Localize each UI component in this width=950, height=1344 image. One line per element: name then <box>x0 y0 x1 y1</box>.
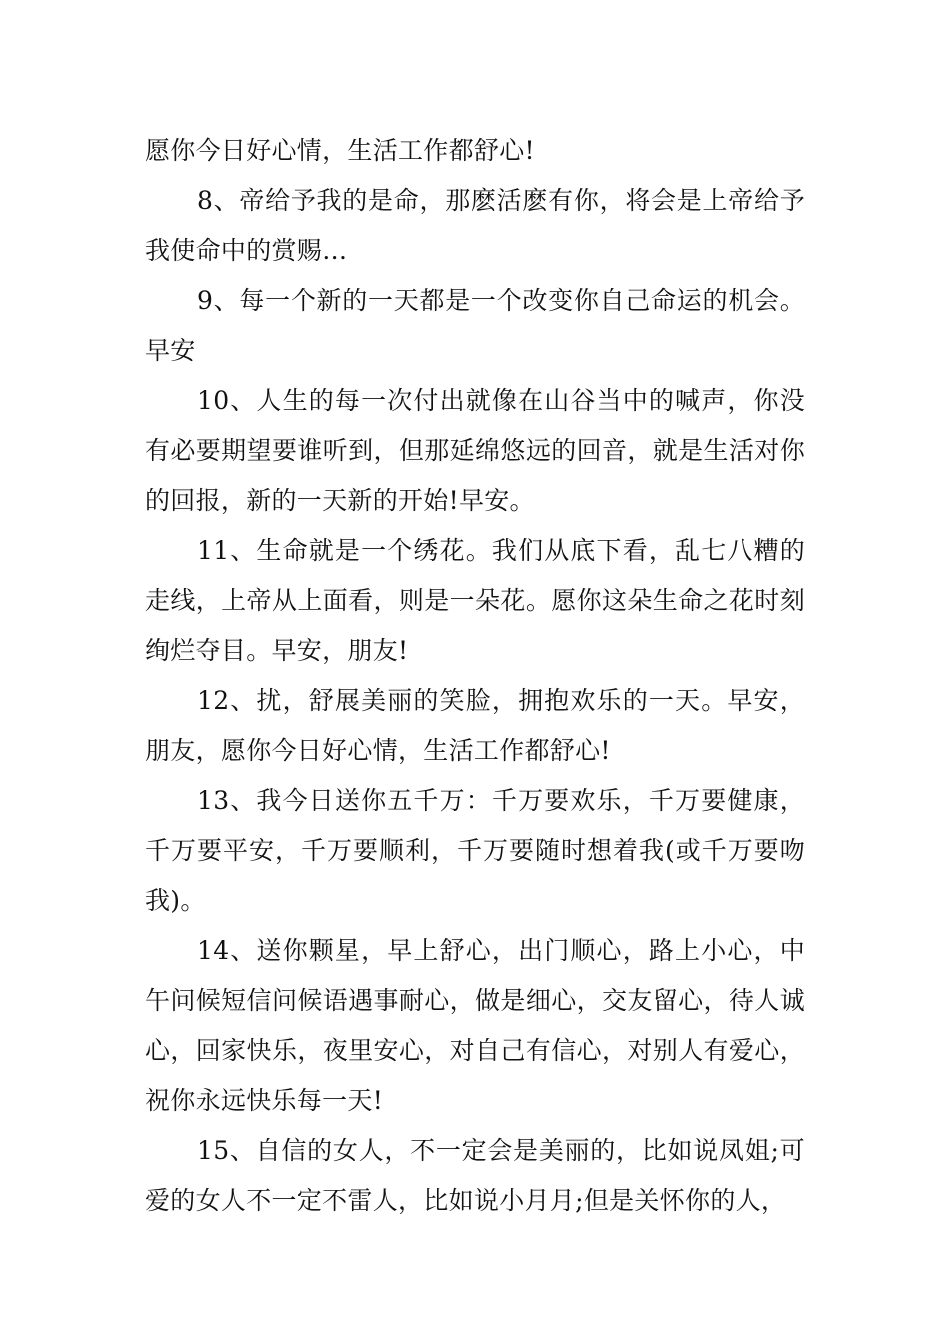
paragraph-item-15: 15、自信的女人，不一定会是美丽的，比如说凤姐;可爱的女人不一定不雷人，比如说小月月;但是关怀你的人， <box>145 1136 805 1215</box>
paragraph-continuation: 愿你今日好心情，生活工作都舒心! <box>145 136 535 165</box>
paragraph-item-9: 9、每一个新的一天都是一个改变你自己命运的机会。早安 <box>145 286 805 365</box>
paragraph-item-8: 8、帝给予我的是命，那麽活麽有你，将会是上帝给予我使命中的赏赐… <box>145 186 805 265</box>
document-body <box>145 126 805 1226</box>
paragraph-item-10: 10、人生的每一次付出就像在山谷当中的喊声，你没有必要期望要谁听到，但那延绵悠远的回音，就是生活对你的回报，新的一天新的开始!早安。 <box>145 386 805 515</box>
paragraph-item-12: 12、扰，舒展美丽的笑脸，拥抱欢乐的一天。早安，朋友，愿你今日好心情，生活工作都舒心! <box>145 686 805 765</box>
paragraph-item-11: 11、生命就是一个绣花。我们从底下看，乱七八糟的走线，上帝从上面看，则是一朵花。愿你这朵生命之花时刻绚烂夺目。早安，朋友! <box>145 536 805 665</box>
paragraph-item-14: 14、送你颗星，早上舒心，出门顺心，路上小心，中午问候短信问候语遇事耐心，做是细心，交友留心，待人诚心，回家快乐，夜里安心，对自己有信心，对别人有爱心，祝你永远快乐每一天! <box>145 936 805 1115</box>
paragraph-item-13: 13、我今日送你五千万：千万要欢乐，千万要健康，千万要平安，千万要顺利，千万要随时想着我(或千万要吻我)。 <box>145 786 805 915</box>
